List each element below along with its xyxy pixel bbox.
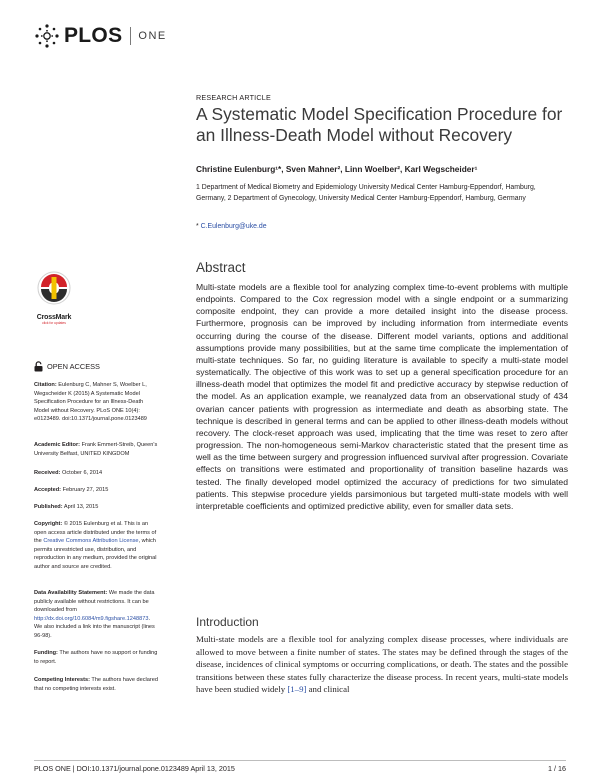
copyright-text: © 2015 Eulenburg et al. This is an open access article distributed under the terms of the (34, 521, 157, 544)
copyright-label: Copyright: (34, 521, 63, 527)
plos-logo-icon (34, 23, 60, 49)
intro-paragraph-tail: and clinical (306, 684, 350, 694)
introduction-heading: Introduction (196, 615, 259, 629)
journal-logo-text: PLOS (64, 24, 123, 47)
copyright-block (34, 520, 158, 571)
copyright-text-tail: , which permits unrestricted use, distribution, and reproduction in any medium, provided the original author and source are credited. (34, 538, 157, 570)
introduction-text (196, 633, 568, 696)
funding-block (34, 649, 158, 666)
author-list: Christine Eulenburg¹*, Sven Mahner², Linn Woelber², Karl Wegscheider¹ (196, 164, 478, 174)
received-label: Received: (34, 470, 61, 476)
crossmark-sub-label: click for updates (42, 321, 66, 325)
license-link[interactable]: Creative Commons Attribution License (43, 538, 139, 544)
data-availability-block (34, 589, 158, 640)
editor-block (34, 441, 158, 458)
published-date: April 13, 2015 (63, 504, 99, 510)
competing-interests-block (34, 676, 158, 693)
crossmark-icon (34, 268, 74, 308)
published-label: Published: (34, 504, 63, 510)
citation-link[interactable]: [1–9] (287, 684, 307, 694)
funding-label: Funding: (34, 650, 58, 656)
crossmark-label: CrossMark (36, 314, 72, 321)
citation-label: Citation: (34, 382, 57, 388)
abstract-text: Multi-state models are a flexible tool for analyzing complex time-to-event problems with multiple endpoints. Compared to the Cox regression model with a single endpoint or a summarizing composite endpoint, they can provide a more detailed insight into the disease process. Furthermore, prognosis can be improved by including information from intermediate events occurring during the course of the disease. Different model variants, options and additional assumptions provide many possibilities, but at the same time complicate the implementation of multi-state techniques. So far, no guiding literature is available to specify a multi-state model systematically. The objective of this work was to set up a general specification procedure for an illness-death model that optimizes the model fit and predictive accuracy by stepwise reduction of the model. As an application example, we reanalyzed data from an observational study of 434 ovarian cancer patients with progression as intermediate and death as absorbing state. The technique is described in general terms and can be applied to other illness-death models without recovery. The clock-reset approach was used, implicating that the time was reset to zero after progression. The non-homogeneous semi-Markov characteristic stated that the present time as well as the time between surgery and progression influenced survival after progression. Covariate effects on transitions were estimated and proportionality of transition baseline hazards was tested. The finally developed model optimized the accuracy of predictions for two simulated patients. This stepwise procedure yields parsimonious but targeted multi-state models with well interpretable coefficients and optimized predictive ability, even for smaller data sets. (196, 282, 568, 511)
journal-logo-suffix: ONE (138, 30, 167, 42)
article-title: A Systematic Model Specification Procedure for an Illness-Death Model without Recovery (196, 104, 563, 145)
data-availability-label: Data Availability Statement: (34, 590, 108, 596)
accepted-date: February 27, 2015 (62, 487, 109, 493)
accepted-block (34, 486, 158, 495)
abstract-heading: Abstract (196, 260, 246, 275)
data-availability-text: We made the data publicly available without restrictions. It can be downloaded from (34, 590, 155, 613)
editor-text: Frank Emmert-Streib, Queen's University Belfast, UNITED KINGDOM (34, 442, 158, 457)
logo-divider (130, 27, 131, 45)
crossmark-badge[interactable] (34, 268, 74, 325)
editor-label: Academic Editor: (34, 442, 81, 448)
corresponding-mark: * (196, 223, 199, 230)
corresponding-author (196, 223, 267, 230)
data-link[interactable]: http://dx.doi.org/10.6084/m9.figshare.1248873 (34, 615, 149, 622)
footer-citation: PLOS ONE | DOI:10.1371/journal.pone.0123489 April 13, 2015 (34, 764, 235, 773)
data-availability-tail: . We also included a link into the manuscript (lines 96-98). (34, 615, 155, 639)
open-lock-icon (34, 361, 43, 372)
journal-logo[interactable] (34, 22, 167, 50)
page-number: 1 / 16 (548, 764, 566, 773)
article-type: RESEARCH ARTICLE (196, 93, 271, 102)
corresponding-email-link[interactable]: C.Eulenburg@uke.de (200, 223, 267, 230)
open-access-label: OPEN ACCESS (47, 362, 100, 371)
open-access-badge (34, 361, 100, 372)
accepted-label: Accepted: (34, 487, 62, 493)
received-date: October 6, 2014 (62, 470, 103, 476)
affiliations: 1 Department of Medical Biometry and Epidemiology University Medical Center Hamburg-Eppendorf, Hamburg, Germany, 2 Department of Gynecology, University Medical Center Hamburg-Eppendorf, Hamburg, Germany (196, 184, 536, 202)
citation-block (34, 381, 158, 424)
citation-text: Eulenburg C, Mahner S, Woelber L, Wegscheider K (2015) A Systematic Model Specification Procedure for an Illness-Death Model without Recovery. PLoS ONE 10(4): e0123489. doi:10.1371/journal.pone.0123489 (34, 382, 147, 422)
competing-interests-text: The authors have declared that no competing interests exist. (34, 677, 158, 692)
footer-divider (34, 760, 566, 761)
intro-paragraph: Multi-state models are a flexible tool for analyzing complex disease processes, where individuals are allowed to move between a finite number of states. The states may be defined through the stages of the disease, incidences of clinical symptoms or occurring complications, or death. The states and the possible transitions between these states fully characterize the disease process. In recent years, multi-state models have been studied widely (196, 634, 568, 694)
published-block (34, 503, 158, 512)
competing-interests-label: Competing Interests: (34, 677, 90, 683)
received-block (34, 469, 158, 478)
funding-text: The authors have no support or funding to report. (34, 650, 158, 665)
